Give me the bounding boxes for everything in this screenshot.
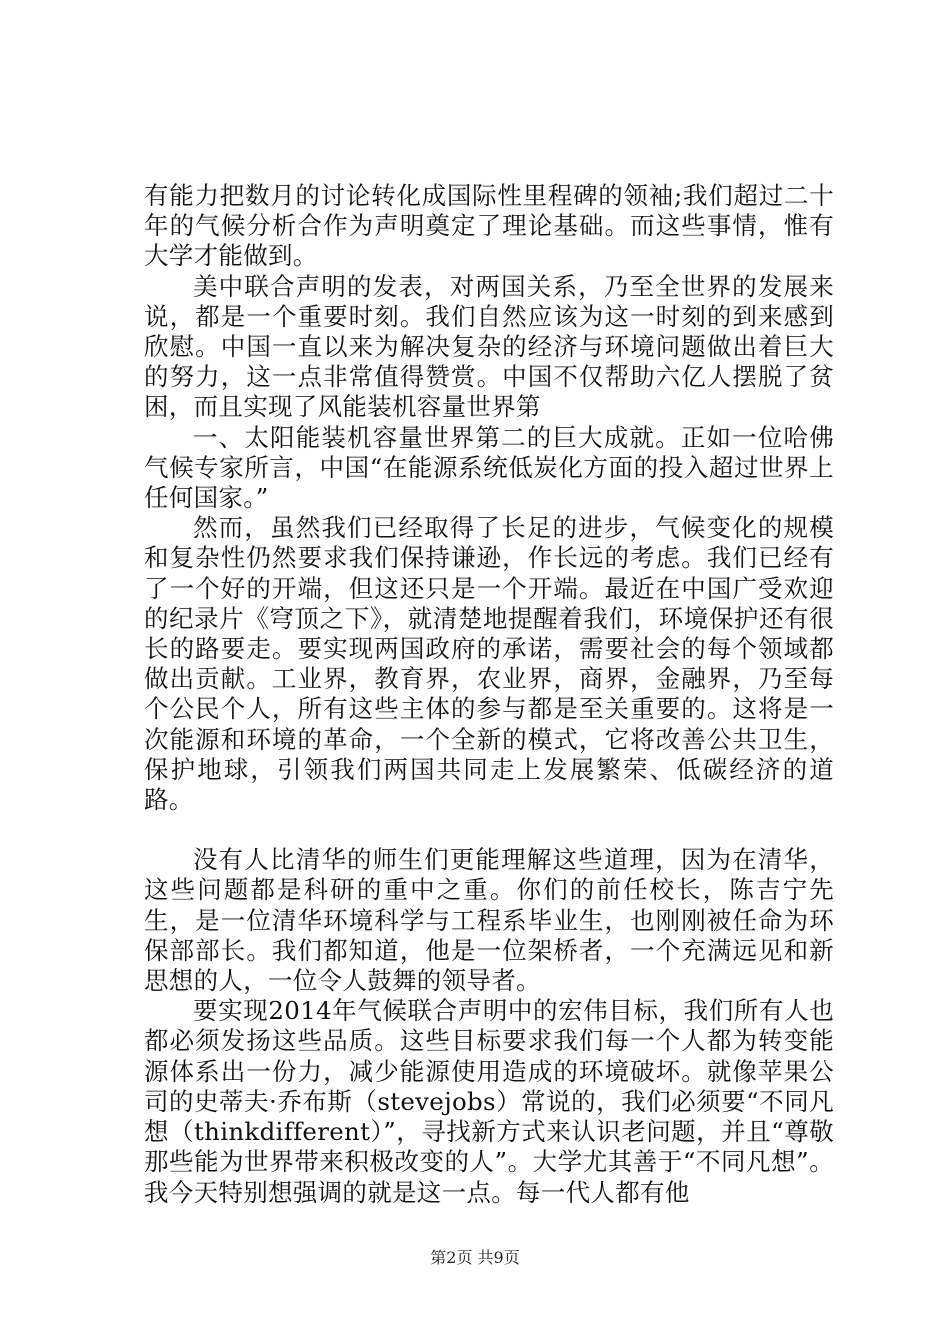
paragraph-3: 一、太阳能装机容量世界第二的巨大成就。正如一位哈佛气候专家所言，中国“在能源系统低炭化方面的投入超过世界上任何国家。”	[144, 422, 834, 513]
paragraph-6: 要实现2014年气候联合声明中的宏伟目标，我们所有人也都必须发扬这些品质。这些目标要求我们每一个人都为转变能源体系出一份力，减少能源使用造成的环境破坏。就像苹果公司的史蒂夫·乔布斯（stevejobs）常说的，我们必须要“不同凡想（thinkdifferent）”，寻找新方式来认识老问题，并且“尊敬那些能为世界带来积极改变的人”。大学尤其善于“不同凡想”。我今天特别想强调的就是这一点。每一代人都有他	[144, 996, 834, 1207]
document-body	[144, 181, 834, 1208]
paragraph-1: 有能力把数月的讨论转化成国际性里程碑的领袖;我们超过二十年的气候分析合作为声明奠定了理论基础。而这些事情，惟有大学才能做到。	[144, 181, 834, 271]
page-number: 第2页 共9页	[430, 1248, 520, 1267]
paragraph-2: 美中联合声明的发表，对两国关系，乃至全世界的发展来说，都是一个重要时刻。我们自然应该为这一时刻的到来感到欣慰。中国一直以来为解决复杂的经济与环境问题做出着巨大的努力，这一点非常值得赞赏。中国不仅帮助六亿人摆脱了贫困，而且实现了风能装机容量世界第	[144, 271, 834, 422]
page-footer	[0, 1245, 950, 1268]
paragraph-spacer	[144, 815, 834, 845]
paragraph-5: 没有人比清华的师生们更能理解这些道理，因为在清华，这些问题都是科研的重中之重。你们的前任校长，陈吉宁先生，是一位清华环境科学与工程系毕业生，也刚刚被任命为环保部部长。我们都知道，他是一位架桥者，一个充满远见和新思想的人，一位令人鼓舞的领导者。	[144, 845, 834, 996]
paragraph-4: 然而，虽然我们已经取得了长足的进步，气候变化的规模和复杂性仍然要求我们保持谦逊，作长远的考虑。我们已经有了一个好的开端，但这还只是一个开端。最近在中国广受欢迎的纪录片《穹顶之下》，就清楚地提醒着我们，环境保护还有很长的路要走。要实现两国政府的承诺，需要社会的每个领域都做出贡献。工业界，教育界，农业界，商界，金融界，乃至每个公民个人，所有这些主体的参与都是至关重要的。这将是一次能源和环境的革命，一个全新的模式，它将改善公共卫生，保护地球，引领我们两国共同走上发展繁荣、低碳经济的道路。	[144, 513, 834, 815]
